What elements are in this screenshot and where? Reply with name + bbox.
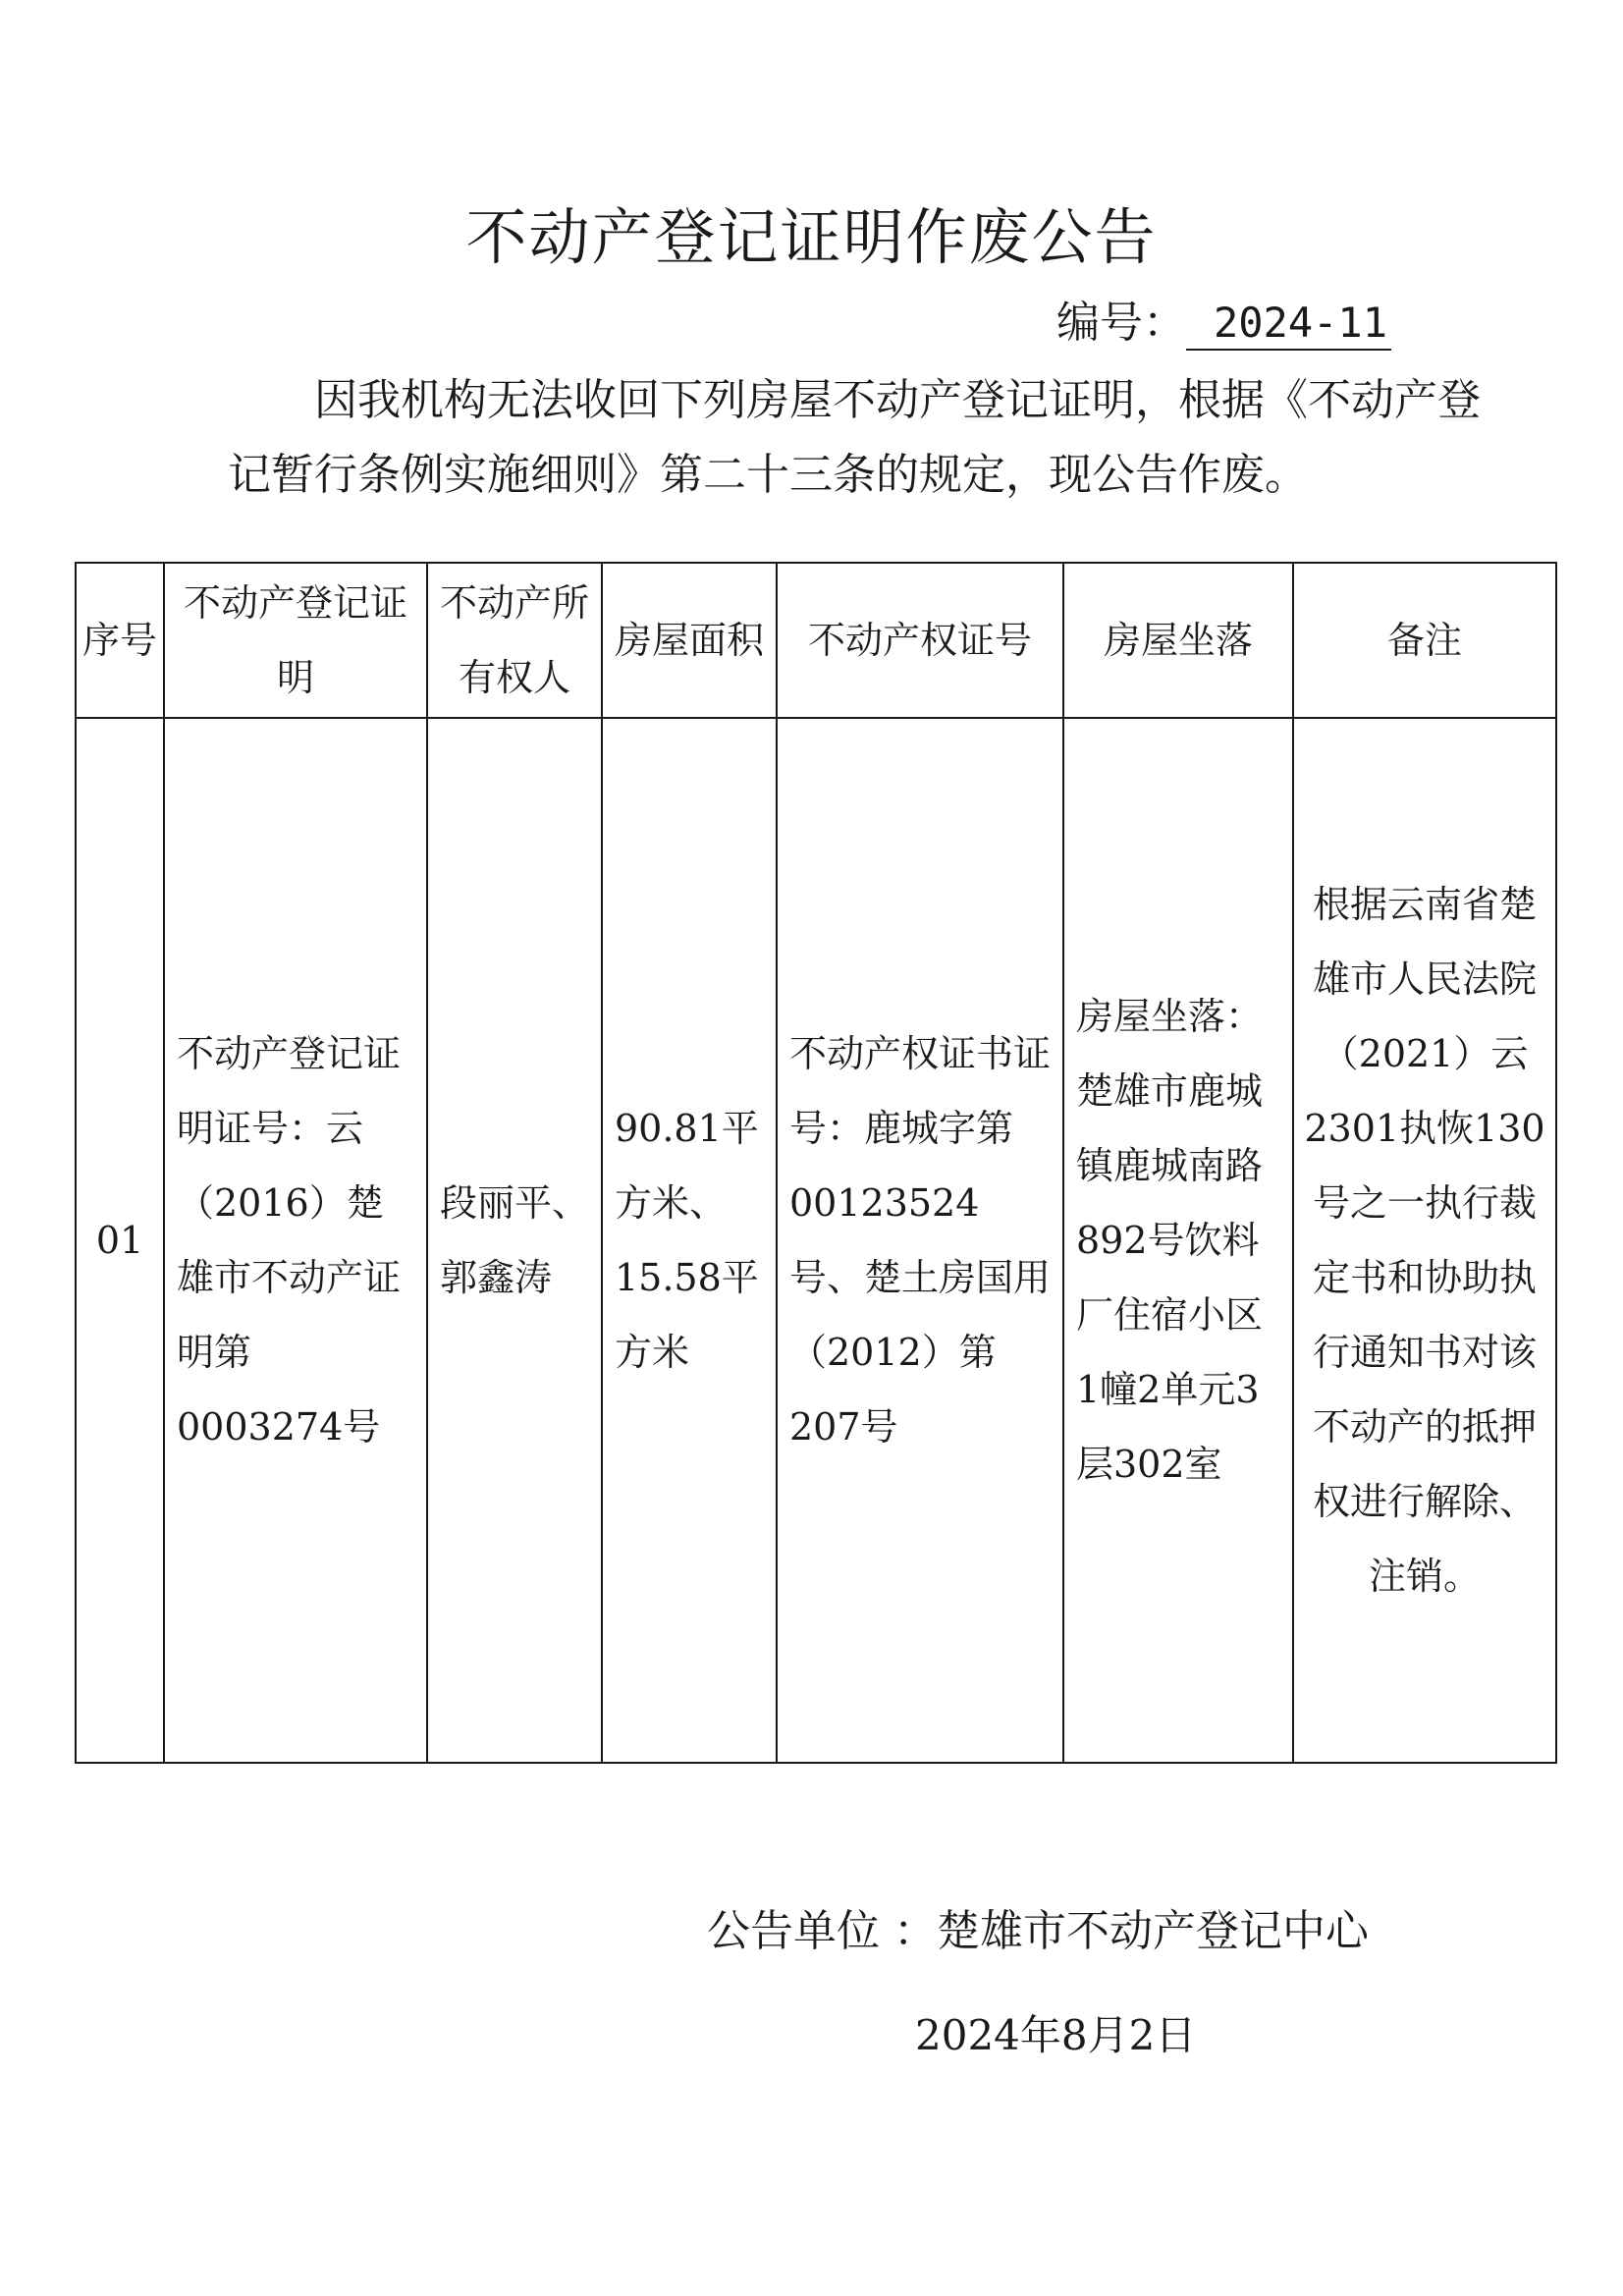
cell-owners: 段丽平、郭鑫涛 <box>427 718 602 1763</box>
intro-paragraph: 因我机构无法收回下列房屋不动产登记证明，根据《不动产登记暂行条例实施细则》第二十三条的规定，现公告作废。 <box>228 375 1481 500</box>
header-area: 房屋面积 <box>602 563 777 718</box>
cell-remark: 根据云南省楚雄市人民法院（2021）云2301执恢130号之一执行裁定书和协助执行通知书对该不动产的抵押权进行解除、注销。 <box>1293 718 1556 1763</box>
header-title-cert: 不动产权证号 <box>777 563 1063 718</box>
cell-certificate: 不动产登记证明证号：云（2016）楚雄市不动产证明第0003274号 <box>164 718 427 1763</box>
cell-title-cert: 不动产权证书证号：鹿城字第00123524号、楚土房国用（2012）第207号 <box>777 718 1063 1763</box>
notice-number-label: 编号： <box>1055 298 1186 348</box>
cell-location: 房屋坐落：楚雄市鹿城镇鹿城南路892号饮料厂住宿小区1幢2单元3层302室 <box>1063 718 1293 1763</box>
notice-date: 2024年8月2日 <box>915 2011 1197 2059</box>
issuing-organization: 公告单位 ：楚雄市不动产登记中心 <box>707 1906 1369 1956</box>
void-notice-table <box>75 562 1557 1764</box>
table-header-row <box>76 563 1556 718</box>
header-seq: 序号 <box>76 563 164 718</box>
header-certificate: 不动产登记证明 <box>164 563 427 718</box>
cell-seq: 01 <box>76 718 164 1763</box>
header-remark: 备注 <box>1293 563 1556 718</box>
page-title: 不动产登记证明作废公告 <box>465 201 1158 273</box>
cell-area: 90.81平方米、15.58平方米 <box>602 718 777 1763</box>
table-row <box>76 718 1556 1763</box>
notice-number-value: 2024-11 <box>1186 299 1391 351</box>
header-owners: 不动产所有权人 <box>427 563 602 718</box>
header-location: 房屋坐落 <box>1063 563 1293 718</box>
notice-number <box>1056 287 1391 351</box>
